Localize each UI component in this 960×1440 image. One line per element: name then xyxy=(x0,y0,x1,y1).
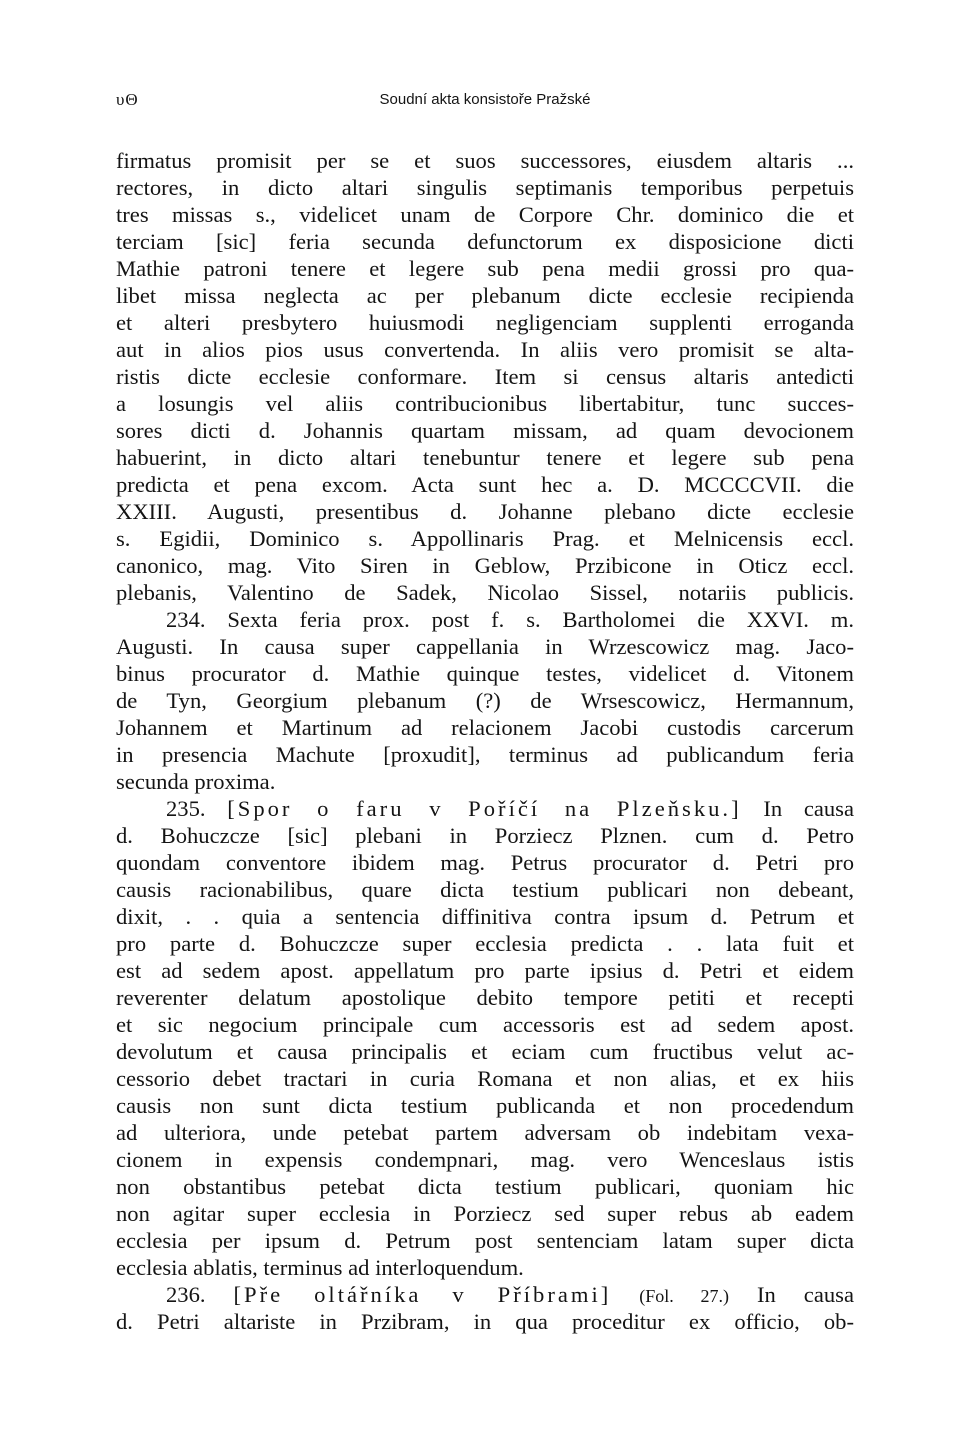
text-line: rectores, in dicto altari singulis septimanis temporibus perpetuis xyxy=(116,175,854,200)
running-title: Soudní akta konsistoře Pražské xyxy=(379,91,591,108)
entry-first-line xyxy=(116,1281,854,1308)
text-line: canonico, mag. Vito Siren in Geblow, Przibicone in Oticz eccl. xyxy=(116,553,854,578)
entry-number: 236. xyxy=(166,1282,206,1307)
paragraph-continuation xyxy=(116,147,854,606)
text-line: d. Bohuczcze [sic] plebani in Porziecz Plznen. cum d. Petro xyxy=(116,823,854,848)
text-line: Mathie patroni tenere et legere sub pena medii grossi pro qua- xyxy=(116,256,854,281)
text-line: est ad sedem apost. appellatum pro parte ipsius d. Petri et eidem xyxy=(116,958,854,983)
entry-first-line xyxy=(116,795,854,822)
text-line: firmatus promisit per se et suos successores, eiusdem altaris ... xyxy=(116,148,854,173)
text-line: d. Petri altariste in Przibram, in qua proceditur ex officio, ob- xyxy=(116,1309,854,1334)
text-line: a losungis vel aliis contribucionibus libertabitur, tunc succes- xyxy=(116,391,854,416)
text-line: ecclesia per ipsum d. Petrum post sentenciam latam super dicta xyxy=(116,1228,854,1253)
text-line: predicta et pena excom. Acta sunt hec a. D. MCCCCVII. die xyxy=(116,472,854,497)
text-line: binus procurator d. Mathie quinque testes, videlicet d. Vitonem xyxy=(116,661,854,686)
text-line: tres missas s., videlicet unam de Corpore Chr. dominico die et xyxy=(116,202,854,227)
text-line: causis racionabilibus, quare dicta testium publicari non debeant, xyxy=(116,877,854,902)
text-line: dixit, . . quia a sentencia diffinitiva contra ipsum d. Petrum et xyxy=(116,904,854,929)
text-line: Johannem et Martinum ad relacionem Jacobi custodis carcerum xyxy=(116,715,854,740)
text-line: plebanis, Valentino de Sadek, Nicolao Sissel, notariis publicis. xyxy=(116,580,854,605)
running-head xyxy=(116,88,854,112)
text-line: s. Egidii, Dominico s. Appollinaris Prag. et Melnicensis eccl. xyxy=(116,526,854,551)
body-text xyxy=(116,147,854,1335)
text-line: non obstantibus petebat dicta testium publicari, quoniam hic xyxy=(116,1174,854,1199)
page-number: υΘ xyxy=(116,90,139,109)
text-line: terciam [sic] feria secunda defunctorum ex disposicione dicti xyxy=(116,229,854,254)
text-line: cessorio debet tractari in curia Romana et non alias, et ex hiis xyxy=(116,1066,854,1091)
text-line: devolutum et causa principalis et eciam cum fructibus velut ac- xyxy=(116,1039,854,1064)
entry-number: 235. xyxy=(166,796,206,821)
text-line: quondam conventore ibidem mag. Petrus procurator d. Petri pro xyxy=(116,850,854,875)
text-line: sores dicti d. Johannis quartam missam, ad quam devocionem xyxy=(116,418,854,443)
text-line: cionem in expensis condempnari, mag. vero Wenceslaus istis xyxy=(116,1147,854,1172)
entry-236 xyxy=(116,1281,854,1335)
text-line: reverenter delatum apostolique debito tempore petiti et recepti xyxy=(116,985,854,1010)
text-line: XXIII. Augusti, presentibus d. Johanne plebano dicte ecclesie xyxy=(116,499,854,524)
folio-reference: (Fol. 27.) xyxy=(639,1286,730,1306)
text-line: de Tyn, Georgium plebanum (?) de Wrsescowicz, Hermannum, xyxy=(116,688,854,713)
text-line: in presencia Machute [proxudit], terminus ad publicandum feria xyxy=(116,742,854,767)
entry-234 xyxy=(116,606,854,795)
text-line: et alteri presbytero huiusmodi negligenciam supplenti erroganda xyxy=(116,310,854,335)
text-line: ecclesia ablatis, terminus ad interloquendum. xyxy=(116,1255,524,1280)
text-line: libet missa neglecta ac per plebanum dicte ecclesie recipienda xyxy=(116,283,854,308)
text-line: Augusti. In causa super cappellania in Wrzescowicz mag. Jaco- xyxy=(116,634,854,659)
text-line: et sic negocium principale cum accessoris est ad sedem apost. xyxy=(116,1012,854,1037)
entry-first-text: In causa xyxy=(757,1282,854,1307)
text-line: pro parte d. Bohuczcze super ecclesia predicta . . lata fuit et xyxy=(116,931,854,956)
text-line: causis non sunt dicta testium publicanda et non procedendum xyxy=(116,1093,854,1118)
text-line: aut in alios pios usus convertenda. In aliis vero promisit se alta- xyxy=(116,337,854,362)
text-line: 234. Sexta feria prox. post f. s. Bartholomei die XXVI. m. xyxy=(166,607,854,632)
text-line: secunda proxima. xyxy=(116,769,276,794)
text-line: ad ulteriora, unde petebat partem adversam ob indebitam vexa- xyxy=(116,1120,854,1145)
entry-235 xyxy=(116,795,854,1281)
text-line: ristis dicte ecclesie conformare. Item si census altaris antedicti xyxy=(116,364,854,389)
entry-heading: [Spor o faru v Poříčí na Plzeňsku.] xyxy=(227,796,742,821)
text-line: habuerint, in dicto altari tenebuntur tenere et legere sub pena xyxy=(116,445,854,470)
entry-heading: [Pře oltářníka v Příbrami] xyxy=(233,1282,612,1307)
text-line: non agitar super ecclesia in Porziecz sed super rebus ab eadem xyxy=(116,1201,854,1226)
entry-first-text: In causa xyxy=(763,796,854,821)
